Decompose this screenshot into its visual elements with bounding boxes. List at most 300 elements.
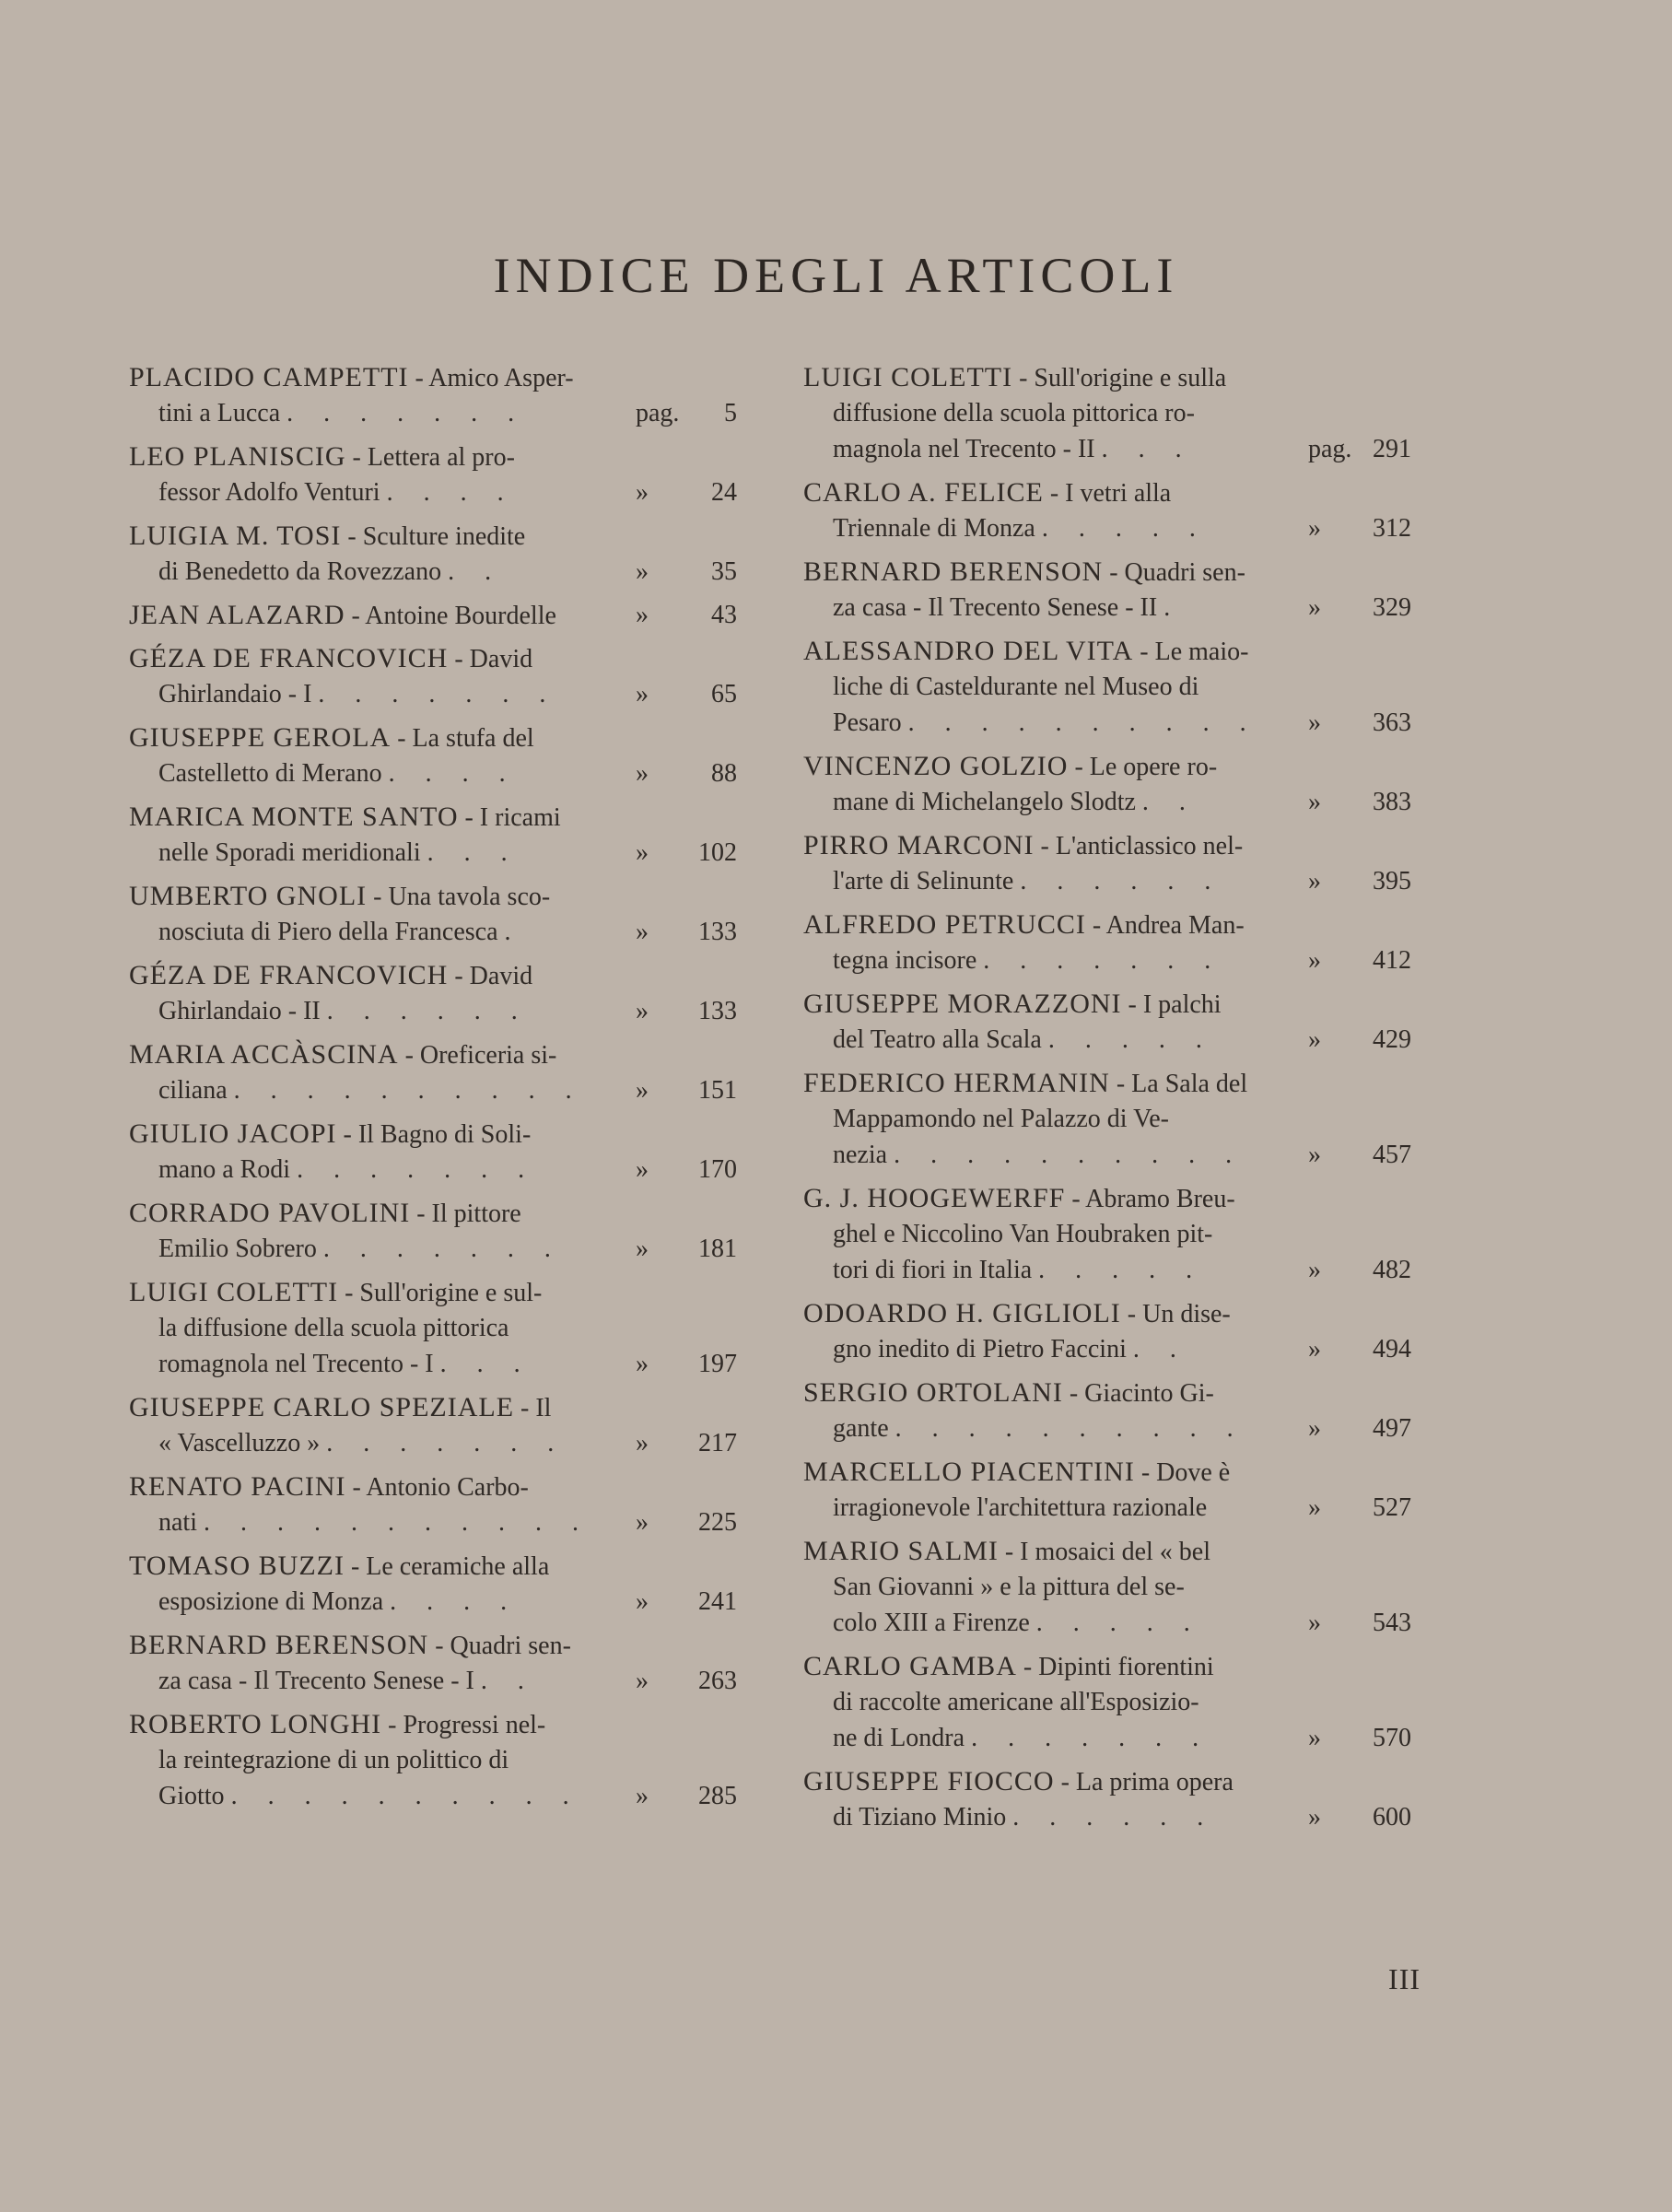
entry-line: [803, 669, 1437, 705]
index-entry: [129, 518, 765, 590]
entry-title-cont: di raccolte americane all'Esposizio-: [833, 1688, 1199, 1716]
leader-dots: . . . . . . . . . .: [233, 1076, 584, 1105]
entry-title-end: ne di Londra: [833, 1724, 965, 1752]
index-entry: [129, 1195, 765, 1267]
index-entry: [129, 957, 765, 1029]
entry-line: [803, 1720, 1437, 1756]
entry-title-end: ciliana: [158, 1076, 228, 1105]
entry-title-start: - David: [448, 645, 533, 673]
leader-dots: . . . . . .: [1012, 1803, 1216, 1832]
entry-title-start: - David: [448, 962, 533, 990]
entry-line: [803, 554, 1437, 590]
entry-title-start: - Una tavola sco-: [367, 883, 551, 911]
index-entry: [129, 597, 765, 633]
page-reference: 395: [1373, 867, 1411, 895]
entry-line: [129, 1310, 765, 1346]
entry-author: CORRADO PAVOLINI: [129, 1198, 411, 1228]
entry-title-start: - Le maio-: [1133, 638, 1249, 666]
entry-title-end: di Benedetto da Rovezzano: [158, 557, 442, 586]
entry-author: SERGIO ORTOLANI: [803, 1377, 1063, 1408]
entry-line: [129, 1274, 765, 1310]
index-entry: [803, 1454, 1437, 1526]
entry-author: ALESSANDRO DEL VITA: [803, 636, 1134, 666]
entry-title-end: Emilio Sobrero: [158, 1235, 317, 1263]
entry-title-start: - I vetri alla: [1043, 479, 1172, 508]
entry-title-start: - Le opere ro-: [1068, 753, 1218, 781]
page-marker: »: [1308, 1335, 1321, 1363]
page-marker: »: [1308, 1724, 1321, 1752]
entry-title-end: magnola nel Trecento - II: [833, 435, 1095, 463]
leader-dots: . .: [1141, 788, 1198, 816]
page-reference: 88: [711, 759, 737, 788]
entry-title-end: za casa - Il Trecento Senese - II: [833, 593, 1158, 622]
leader-dots: . . . . . . . . . .: [907, 708, 1258, 737]
leader-dots: . .: [448, 557, 504, 586]
entry-title-start: - Il: [514, 1394, 552, 1422]
page-reference: 570: [1373, 1724, 1411, 1752]
page-reference: 43: [711, 601, 737, 629]
entry-line: [129, 1627, 765, 1663]
page-marker: »: [636, 680, 649, 708]
leader-dots: . .: [480, 1667, 536, 1695]
entry-line: [129, 518, 765, 554]
leader-dots: . . . . . . .: [971, 1724, 1211, 1752]
entry-line: [803, 1216, 1437, 1252]
index-entry: [129, 1627, 765, 1699]
index-entry: [803, 1180, 1437, 1288]
page-marker: »: [636, 1076, 649, 1105]
leader-dots: . . . . . .: [326, 997, 530, 1025]
entry-author: ALFREDO PETRUCCI: [803, 909, 1086, 940]
index-entry: [803, 748, 1437, 820]
page-marker: »: [1308, 1414, 1321, 1443]
leader-dots: .: [504, 918, 523, 946]
entry-line: [803, 1799, 1437, 1835]
entry-line: [803, 1295, 1437, 1331]
entry-line: [129, 1116, 765, 1152]
leader-dots: . . . .: [390, 1587, 520, 1616]
entry-title-start: - Dipinti fiorentini: [1016, 1653, 1214, 1681]
entry-author: LEO PLANISCIG: [129, 441, 346, 472]
index-entry: [803, 359, 1437, 467]
page-marker: »: [1308, 946, 1321, 975]
page-marker: »: [1308, 1141, 1321, 1169]
entry-title-end: colo XIII a Firenze: [833, 1609, 1030, 1637]
entry-title-end: nelle Sporadi meridionali: [158, 838, 421, 867]
entry-title-start: - Oreficeria si-: [398, 1041, 557, 1070]
entry-title-cont: San Giovanni » e la pittura del se-: [833, 1573, 1185, 1601]
entry-line: [803, 1137, 1437, 1173]
page-number: III: [1388, 1962, 1421, 1995]
entry-line: [803, 748, 1437, 784]
entry-title-end: irragionevole l'architettura razionale: [833, 1493, 1208, 1522]
page-marker: »: [636, 601, 649, 629]
page-reference: 312: [1373, 514, 1411, 543]
entry-title-start: - Sull'origine e sulla: [1012, 364, 1227, 392]
entry-line: [129, 1152, 765, 1188]
page-reference: 497: [1373, 1414, 1411, 1443]
entry-title-start: - I palchi: [1121, 990, 1222, 1019]
entry-line: [129, 597, 765, 633]
entry-line: [129, 1778, 765, 1814]
entry-line: [803, 1763, 1437, 1799]
page-reference: 217: [698, 1429, 737, 1457]
leader-dots: . . .: [439, 1350, 532, 1378]
entry-title-cont: Mappamondo nel Palazzo di Ve-: [833, 1105, 1169, 1133]
entry-title-cont: la reintegrazione di un polittico di: [158, 1746, 509, 1774]
entry-author: GÉZA DE FRANCOVICH: [129, 643, 449, 673]
entry-author: ODOARDO H. GIGLIOLI: [803, 1298, 1121, 1328]
entry-title-start: - Quadri sen-: [428, 1632, 571, 1660]
entry-line: [129, 1706, 765, 1742]
index-entry: [129, 1706, 765, 1814]
entry-line: [803, 1490, 1437, 1526]
entry-author: CARLO A. FELICE: [803, 477, 1044, 508]
leader-dots: . . . . . . .: [322, 1235, 563, 1263]
page-marker: »: [636, 1155, 649, 1184]
page-marker: »: [1308, 1025, 1321, 1054]
entry-line: [803, 633, 1437, 669]
entry-title-end: tori di fiori in Italia: [833, 1256, 1033, 1284]
page-marker: »: [636, 997, 649, 1025]
entry-line: [129, 554, 765, 590]
page-reference: 170: [698, 1155, 737, 1184]
entry-title-start: - Amico Asper-: [408, 364, 574, 392]
entry-line: [803, 1410, 1437, 1446]
index-entry: [803, 827, 1437, 899]
page-marker: »: [636, 759, 649, 788]
entry-title-start: - Antonio Carbo-: [345, 1473, 529, 1502]
entry-author: MARIA ACCÀSCINA: [129, 1039, 399, 1070]
entry-line: [803, 907, 1437, 942]
entry-line: [129, 395, 765, 431]
entry-title-end: gno inedito di Pietro Faccini: [833, 1335, 1127, 1363]
entry-line: [803, 1252, 1437, 1288]
entry-line: [803, 1454, 1437, 1490]
entry-line: [129, 1389, 765, 1425]
index-entry: [803, 1763, 1437, 1835]
entry-line: [129, 474, 765, 510]
page-marker: »: [1308, 708, 1321, 737]
entry-line: [803, 1375, 1437, 1410]
page-reference: 457: [1373, 1141, 1411, 1169]
entry-line: [129, 1584, 765, 1620]
entry-title-end: Giotto: [158, 1782, 225, 1810]
index-column-right: [803, 359, 1437, 1843]
page-marker: »: [1308, 867, 1321, 895]
page-marker: »: [1308, 1256, 1321, 1284]
entry-title-end: za casa - Il Trecento Senese - I: [158, 1667, 474, 1695]
entry-line: [803, 590, 1437, 626]
entry-line: [803, 1180, 1437, 1216]
entry-title-start: - Antoine Bourdelle: [345, 602, 556, 630]
entry-title-end: esposizione di Monza: [158, 1587, 384, 1616]
entry-title-end: tegna incisore: [833, 946, 977, 975]
leader-dots: . . . . . .: [1020, 867, 1223, 895]
entry-title-start: - Giacinto Gi-: [1062, 1379, 1214, 1408]
index-entry: [129, 1116, 765, 1188]
page-reference: 5: [724, 399, 737, 427]
index-entry: [129, 878, 765, 950]
entry-line: [803, 359, 1437, 395]
index-entry: [129, 799, 765, 871]
entry-line: [129, 1072, 765, 1108]
entry-title-start: - Quadri sen-: [1103, 558, 1245, 587]
entry-line: [803, 863, 1437, 899]
page-reference: 383: [1373, 788, 1411, 816]
entry-line: [129, 993, 765, 1029]
entry-title-start: - L'anticlassico nel-: [1034, 832, 1244, 860]
entry-line: [803, 1569, 1437, 1605]
entry-line: [129, 439, 765, 474]
entry-title-end: romagnola nel Trecento - I: [158, 1350, 434, 1378]
index-entry: [803, 1533, 1437, 1641]
page-marker: »: [1308, 788, 1321, 816]
index-entry: [803, 1375, 1437, 1446]
entry-author: GIUSEPPE FIOCCO: [803, 1766, 1055, 1797]
entry-author: LUIGI COLETTI: [129, 1277, 339, 1307]
page-marker: »: [1308, 1609, 1321, 1637]
entry-title-start: - Sull'origine e sul-: [338, 1279, 543, 1307]
page-marker: pag.: [636, 399, 680, 427]
page-reference: 35: [711, 557, 737, 586]
entry-author: PLACIDO CAMPETTI: [129, 362, 409, 392]
index-entry: [129, 1389, 765, 1461]
entry-line: [803, 1101, 1437, 1137]
leader-dots: . . . . . . .: [326, 1429, 567, 1457]
entry-title-end: Pesaro: [833, 708, 902, 737]
entry-author: MARCELLO PIACENTINI: [803, 1457, 1135, 1487]
page-marker: »: [1308, 1803, 1321, 1832]
index-entry: [129, 1274, 765, 1382]
entry-title-start: - Il pittore: [410, 1200, 521, 1228]
entry-line: [129, 720, 765, 755]
entry-title-start: - Lettera al pro-: [345, 443, 515, 472]
entry-line: [129, 359, 765, 395]
index-entry: [129, 439, 765, 510]
page-reference: 241: [698, 1587, 737, 1616]
entry-line: [129, 835, 765, 871]
entry-title-end: nezia: [833, 1141, 888, 1169]
entry-line: [129, 755, 765, 791]
entry-title-end: del Teatro alla Scala: [833, 1025, 1042, 1054]
page-marker: »: [636, 1350, 649, 1378]
leader-dots: . . . .: [388, 759, 518, 788]
entry-title-start: - Le ceramiche alla: [344, 1552, 550, 1581]
entry-title-start: - Andrea Man-: [1085, 911, 1245, 940]
entry-author: GÉZA DE FRANCOVICH: [129, 960, 449, 990]
entry-author: RENATO PACINI: [129, 1471, 346, 1502]
page-reference: 151: [698, 1076, 737, 1105]
entry-author: PIRRO MARCONI: [803, 830, 1035, 860]
page-reference: 527: [1373, 1493, 1411, 1522]
entry-line: [803, 474, 1437, 510]
entry-line: [803, 1331, 1437, 1367]
entry-author: BERNARD BERENSON: [129, 1630, 429, 1660]
index-entry: [803, 554, 1437, 626]
entry-author: JEAN ALAZARD: [129, 600, 345, 630]
entry-author: LUIGIA M. TOSI: [129, 521, 342, 551]
index-entry: [803, 907, 1437, 978]
page-marker: »: [636, 478, 649, 507]
page-reference: 285: [698, 1782, 737, 1810]
entry-author: ROBERTO LONGHI: [129, 1709, 382, 1739]
entry-title-end: l'arte di Selinunte: [833, 867, 1014, 895]
leader-dots: . . .: [427, 838, 520, 867]
leader-dots: . . . . .: [1035, 1609, 1202, 1637]
entry-author: MARIO SALMI: [803, 1536, 999, 1566]
page-title: INDICE DEGLI ARTICOLI: [493, 248, 1179, 303]
entry-title-end: Castelletto di Merano: [158, 759, 382, 788]
entry-title-end: mane di Michelangelo Slodtz: [833, 788, 1136, 816]
entry-line: [129, 799, 765, 835]
page-marker: »: [636, 1782, 649, 1810]
entry-title-start: - I mosaici del « bel: [998, 1538, 1211, 1566]
entry-line: [803, 1533, 1437, 1569]
entry-title-cont: ghel e Niccolino Van Houbraken pit-: [833, 1220, 1213, 1248]
entry-title-cont: liche di Casteldurante nel Museo di: [833, 673, 1199, 701]
entry-line: [803, 1022, 1437, 1058]
entry-title-start: - La Sala del: [1109, 1070, 1248, 1098]
entry-author: GIUSEPPE GEROLA: [129, 722, 392, 753]
entry-author: BERNARD BERENSON: [803, 556, 1104, 587]
page-reference: 600: [1373, 1803, 1411, 1832]
entry-line: [129, 1231, 765, 1267]
entry-title-cont: la diffusione della scuola pittorica: [158, 1314, 509, 1342]
index-entry: [803, 1065, 1437, 1173]
entry-line: [129, 1425, 765, 1461]
entry-author: G. J. HOOGEWERFF: [803, 1183, 1066, 1213]
entry-author: FEDERICO HERMANIN: [803, 1068, 1110, 1098]
page-marker: »: [636, 1587, 649, 1616]
entry-title-end: gante: [833, 1414, 889, 1443]
leader-dots: . . . .: [386, 478, 516, 507]
entry-line: [803, 510, 1437, 546]
page-reference: 225: [698, 1508, 737, 1537]
page-reference: 329: [1373, 593, 1411, 622]
entry-line: [803, 827, 1437, 863]
entry-author: MARICA MONTE SANTO: [129, 802, 459, 832]
page-reference: 543: [1373, 1609, 1411, 1637]
entry-title-start: - Progressi nel-: [381, 1711, 546, 1739]
entry-line: [803, 395, 1437, 431]
entry-line: [129, 676, 765, 712]
page-reference: 291: [1373, 435, 1411, 463]
leader-dots: . . . . .: [1047, 1025, 1214, 1054]
page-reference: 494: [1373, 1335, 1411, 1363]
entry-title-end: nosciuta di Piero della Francesca: [158, 918, 498, 946]
leader-dots: . . .: [1101, 435, 1194, 463]
page-reference: 263: [698, 1667, 737, 1695]
entry-line: [803, 942, 1437, 978]
entry-title-end: « Vascelluzzo »: [158, 1429, 321, 1457]
leader-dots: . . . . . . . . . .: [230, 1782, 581, 1810]
page-marker: »: [636, 1429, 649, 1457]
entry-line: [129, 1742, 765, 1778]
page-reference: 133: [698, 997, 737, 1025]
page-marker: pag.: [1308, 435, 1352, 463]
page-marker: »: [636, 1235, 649, 1263]
entry-author: VINCENZO GOLZIO: [803, 751, 1069, 781]
page-reference: 102: [698, 838, 737, 867]
page-marker: »: [1308, 514, 1321, 543]
entry-title-start: - Abramo Breu-: [1065, 1185, 1235, 1213]
entry-line: [129, 1346, 765, 1382]
entry-author: TOMASO BUZZI: [129, 1551, 345, 1581]
entry-title-cont: diffusione della scuola pittorica ro-: [833, 399, 1195, 427]
entry-line: [129, 914, 765, 950]
page-marker: »: [636, 838, 649, 867]
entry-title-start: - La stufa del: [391, 724, 534, 753]
leader-dots: . . . . . . . . . .: [894, 1414, 1245, 1443]
entry-author: GIULIO JACOPI: [129, 1118, 337, 1149]
index-entry: [129, 1548, 765, 1620]
entry-author: GIUSEPPE MORAZZONI: [803, 989, 1122, 1019]
index-entry: [129, 720, 765, 791]
entry-title-end: Ghirlandaio - II: [158, 997, 321, 1025]
leader-dots: . . . . . . .: [983, 946, 1223, 975]
entry-line: [129, 1548, 765, 1584]
index-entry: [803, 1648, 1437, 1756]
page-reference: 197: [698, 1350, 737, 1378]
entry-line: [803, 431, 1437, 467]
index-entry: [803, 633, 1437, 741]
index-entry: [803, 474, 1437, 546]
page-reference: 181: [698, 1235, 737, 1263]
entry-line: [129, 1036, 765, 1072]
entry-author: LUIGI COLETTI: [803, 362, 1013, 392]
index-entry: [803, 1295, 1437, 1367]
entry-title-end: Ghirlandaio - I: [158, 680, 312, 708]
entry-line: [129, 957, 765, 993]
entry-line: [803, 1648, 1437, 1684]
entry-title-end: fessor Adolfo Venturi: [158, 478, 380, 507]
page-marker: »: [1308, 1493, 1321, 1522]
page-marker: »: [636, 1508, 649, 1537]
page-reference: 412: [1373, 946, 1411, 975]
leader-dots: . . . . .: [1041, 514, 1208, 543]
index-entry: [129, 359, 765, 431]
page-reference: 65: [711, 680, 737, 708]
entry-line: [129, 1195, 765, 1231]
entry-title-end: di Tiziano Minio: [833, 1803, 1007, 1832]
entry-title-start: - I ricami: [458, 803, 561, 832]
entry-title-end: tini a Lucca: [158, 399, 281, 427]
entry-title-start: - Sculture inedite: [341, 522, 526, 551]
leader-dots: . . . . . . . . . .: [894, 1141, 1245, 1169]
entry-author: UMBERTO GNOLI: [129, 881, 368, 911]
leader-dots: .: [1163, 593, 1183, 622]
entry-line: [129, 1469, 765, 1504]
entry-line: [129, 878, 765, 914]
index-column-left: [129, 359, 765, 1821]
entry-line: [129, 1663, 765, 1699]
leader-dots: . . . . . . .: [318, 680, 558, 708]
leader-dots: . . . . . . .: [286, 399, 527, 427]
entry-line: [803, 1065, 1437, 1101]
entry-author: GIUSEPPE CARLO SPEZIALE: [129, 1392, 515, 1422]
entry-line: [803, 1605, 1437, 1641]
leader-dots: . .: [1132, 1335, 1188, 1363]
entry-line: [129, 640, 765, 676]
page-reference: 429: [1373, 1025, 1411, 1054]
leader-dots: . . . . .: [1038, 1256, 1205, 1284]
entry-line: [129, 1504, 765, 1540]
entry-line: [803, 784, 1437, 820]
entry-title-start: - Il Bagno di Soli-: [336, 1120, 532, 1149]
leader-dots: . . . . . . .: [297, 1155, 537, 1184]
page-reference: 363: [1373, 708, 1411, 737]
